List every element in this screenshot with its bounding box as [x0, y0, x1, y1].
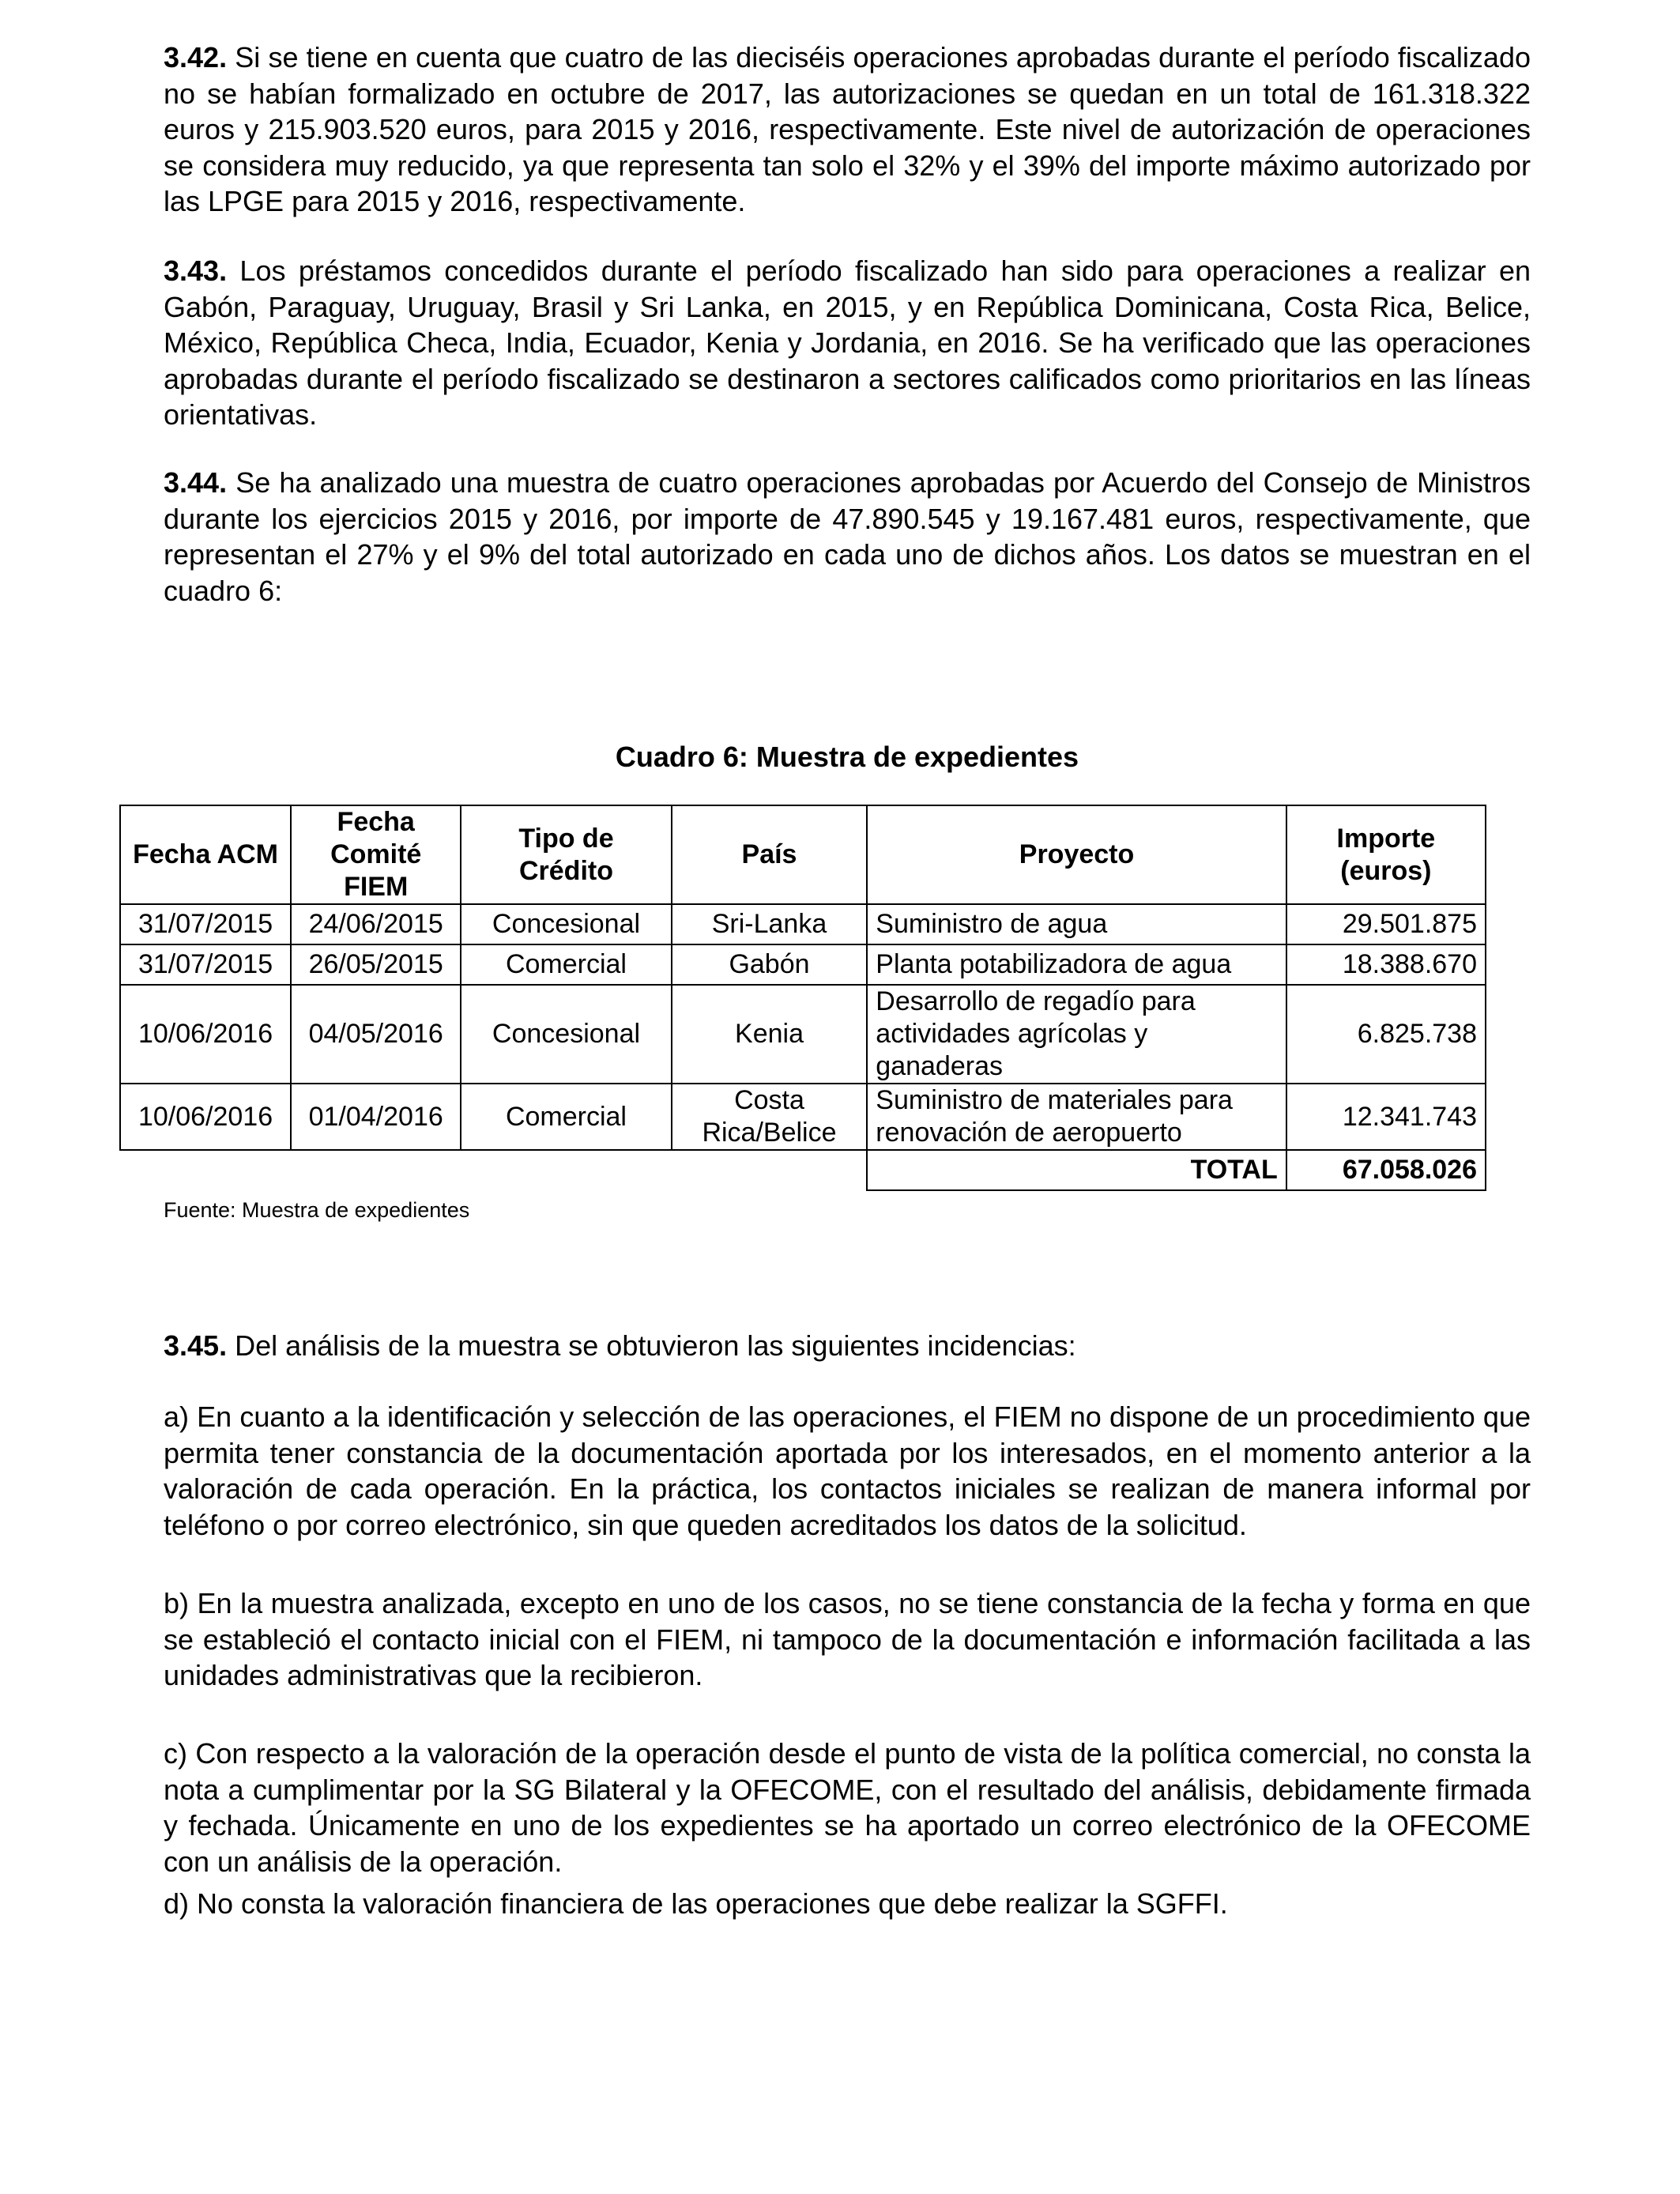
table-row	[120, 944, 1486, 985]
cell-fecha-acm: 10/06/2016	[120, 1084, 291, 1150]
cell-proyecto: Suministro de materiales para renovación de aeropuerto	[867, 1084, 1286, 1150]
paragraph-number: 3.45.	[164, 1329, 228, 1362]
cell-tipo-credito: Concesional	[461, 985, 671, 1084]
paragraph-3-42	[164, 40, 1531, 220]
header-proyecto: Proyecto	[867, 805, 1286, 904]
cell-pais: Gabón	[672, 944, 868, 985]
cell-fecha-comite: 26/05/2015	[291, 944, 461, 985]
cell-pais: Kenia	[672, 985, 868, 1084]
cell-proyecto: Planta potabilizadora de agua	[867, 944, 1286, 985]
cell-fecha-comite: 24/06/2015	[291, 904, 461, 944]
incidence-b: b) En la muestra analizada, excepto en uno de los casos, no se tiene constancia de la fecha y forma en que se estableció el contacto inicial con el FIEM, ni tampoco de la documentación e información facilitada a las unidades administrativas que la recibieron.	[164, 1587, 1531, 1691]
table-row	[120, 985, 1486, 1084]
header-tipo-credito: Tipo de Crédito	[461, 805, 671, 904]
header-importe: Importe (euros)	[1286, 805, 1486, 904]
cell-proyecto: Desarrollo de regadío para actividades agrícolas y ganaderas	[867, 985, 1286, 1084]
cell-fecha-comite: 04/05/2016	[291, 985, 461, 1084]
cell-pais: Sri-Lanka	[672, 904, 868, 944]
cell-fecha-acm: 10/06/2016	[120, 985, 291, 1084]
cell-tipo-credito: Comercial	[461, 944, 671, 985]
cell-importe: 6.825.738	[1286, 985, 1486, 1084]
paragraph-text: Del análisis de la muestra se obtuvieron las siguientes incidencias:	[227, 1329, 1076, 1362]
cell-importe: 18.388.670	[1286, 944, 1486, 985]
paragraph-3-43	[164, 253, 1531, 433]
total-blank-space	[120, 1150, 867, 1190]
paragraph-3-45	[164, 1328, 1076, 1364]
paragraph-text: Si se tiene en cuenta que cuatro de las dieciséis operaciones aprobadas durante el período fiscalizado no se habían formalizado en octubre de 2017, las autorizaciones se quedan en un total de 161.318.322 euros y 215.903.520 euros, para 2015 y 2016, respectivamente. Este nivel de autorización de operaciones se considera muy reducido, ya que representa tan solo el 32% y el 39% del importe máximo autorizado por las LPGE para 2015 y 2016, respectivamente.	[164, 41, 1531, 217]
cell-importe: 12.341.743	[1286, 1084, 1486, 1150]
cell-tipo-credito: Concesional	[461, 904, 671, 944]
table-total-row	[120, 1150, 1486, 1190]
table-row	[120, 904, 1486, 944]
sample-table	[119, 805, 1486, 1191]
paragraph-text: Los préstamos concedidos durante el período fiscalizado han sido para operaciones a realizar en Gabón, Paraguay, Uruguay, Brasil y Sri Lanka, en 2015, y en República Dominicana, Costa Rica, Belice, México, República Checa, India, Ecuador, Kenia y Jordania, en 2016. Se ha verificado que las operaciones aprobadas durante el período fiscalizado se destinaron a sectores calificados como prioritarios en las líneas orientativas.	[164, 254, 1531, 431]
cell-importe: 29.501.875	[1286, 904, 1486, 944]
paragraph-number: 3.44.	[164, 466, 228, 499]
table-row	[120, 1084, 1486, 1150]
table-source-note: Fuente: Muestra de expedientes	[164, 1198, 470, 1222]
cell-fecha-comite: 01/04/2016	[291, 1084, 461, 1150]
header-fecha-acm: Fecha ACM	[120, 805, 291, 904]
total-label: TOTAL	[867, 1150, 1286, 1190]
incidence-a: a) En cuanto a la identificación y selección de las operaciones, el FIEM no dispone de un procedimiento que permita tener constancia de la documentación aportada por los interesados, en el momento anterior a la valoración de cada operación. En la práctica, los contactos iniciales se realizan de manera informal por teléfono o por correo electrónico, sin que queden acreditados los datos de la solicitud.	[164, 1400, 1531, 1541]
total-value: 67.058.026	[1286, 1150, 1486, 1190]
cell-proyecto: Suministro de agua	[867, 904, 1286, 944]
cell-fecha-acm: 31/07/2015	[120, 944, 291, 985]
paragraph-number: 3.42.	[164, 41, 228, 74]
cell-tipo-credito: Comercial	[461, 1084, 671, 1150]
table-header-row	[120, 805, 1486, 904]
cell-fecha-acm: 31/07/2015	[120, 904, 291, 944]
paragraph-number: 3.43.	[164, 254, 228, 287]
table-title: Cuadro 6: Muestra de expedientes	[615, 741, 1079, 773]
cell-pais: Costa Rica/Belice	[672, 1084, 868, 1150]
incidence-c: c) Con respecto a la valoración de la operación desde el punto de vista de la política comercial, no consta la nota a cumplimentar por la SG Bilateral y la OFECOME, con el resultado del análisis, debidamente firmada y fechada. Únicamente en uno de los expedientes se ha aportado un correo electrónico de la OFECOME con un análisis de la operación.	[164, 1737, 1531, 1878]
header-fecha-comite: Fecha Comité FIEM	[291, 805, 461, 904]
paragraph-text: Se ha analizado una muestra de cuatro operaciones aprobadas por Acuerdo del Consejo de Ministros durante los ejercicios 2015 y 2016, por importe de 47.890.545 y 19.167.481 euros, respectivamente, que representan el 27% y el 9% del total autorizado en cada uno de dichos años. Los datos se muestran en el cuadro 6:	[164, 466, 1531, 607]
incidence-d: d) No consta la valoración financiera de las operaciones que debe realizar la SGFFI.	[164, 1887, 1228, 1920]
paragraph-3-44	[164, 465, 1531, 609]
header-pais: País	[672, 805, 868, 904]
